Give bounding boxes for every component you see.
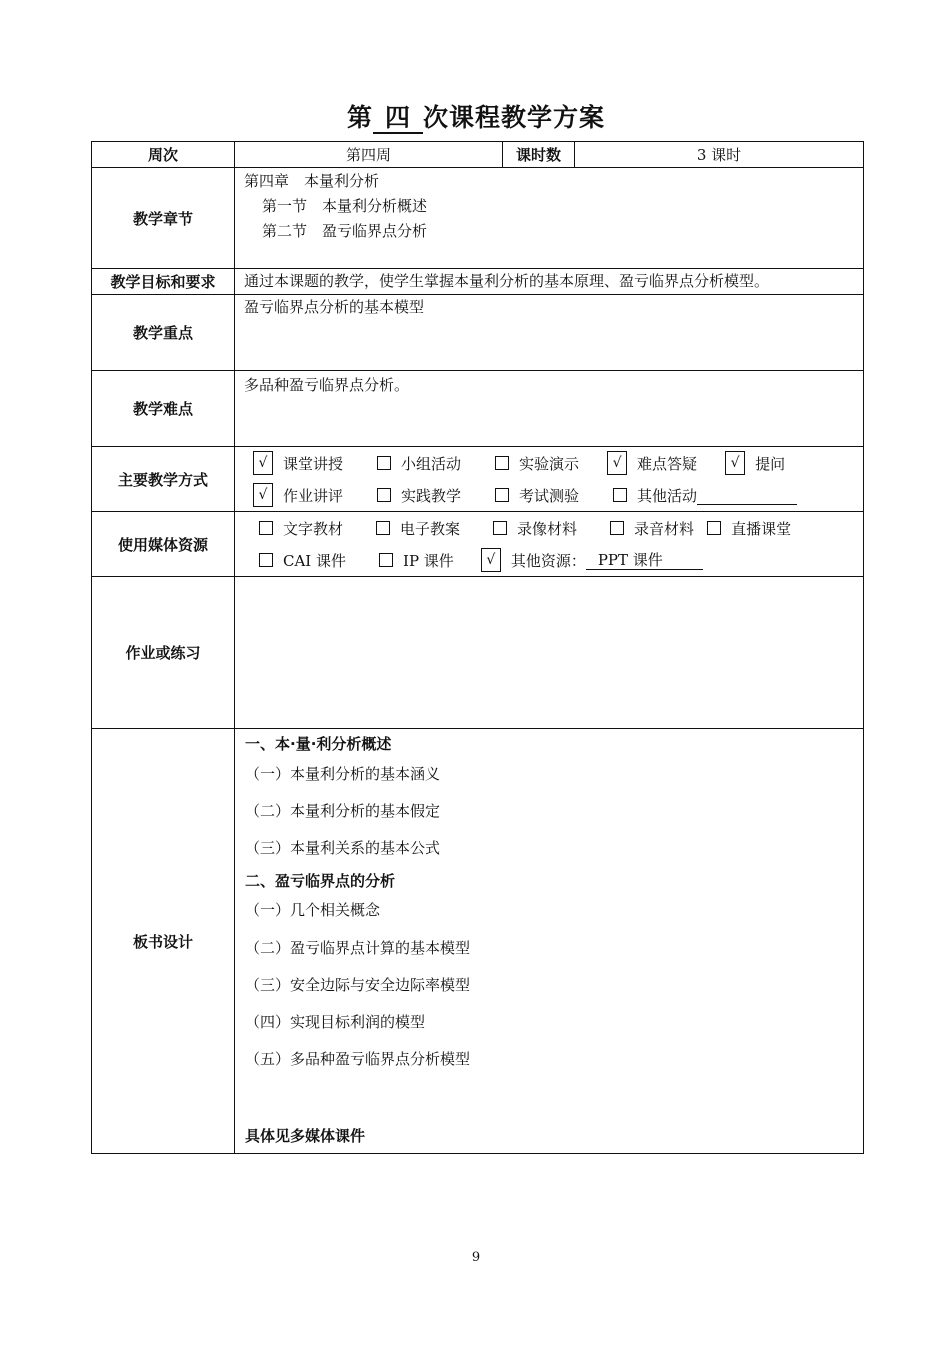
board-heading: 一、本·量·利分析概述 (245, 735, 392, 753)
week-label: 周次 (92, 142, 235, 168)
objectives-cell (235, 269, 864, 295)
option-item (259, 451, 343, 475)
option-item (259, 550, 346, 571)
checked-box-icon[interactable]: √ (253, 451, 273, 475)
empty-box-icon[interactable] (613, 488, 627, 502)
media-label: 使用媒体资源 (92, 512, 235, 577)
board-heading: 二、盈亏临界点的分析 (245, 872, 396, 890)
objectives-text: 通过本课题的教学，使学生掌握本量利分析的基本原理、盈亏临界点分析模型。 (244, 272, 770, 290)
difficulties-text: 多品种盈亏临界点分析。 (244, 376, 410, 394)
board-item: （二）本量利分析的基本假定 (245, 802, 441, 820)
key-points-cell (235, 295, 864, 371)
option-label: CAI 课件 (283, 551, 347, 570)
homework-cell (235, 577, 864, 729)
option-label: 实验演示 (519, 454, 580, 473)
option-label: 课堂讲授 (283, 454, 344, 473)
difficulties-label: 教学难点 (92, 371, 235, 447)
homework-label: 作业或练习 (92, 577, 235, 729)
hours-value: 3 课时 (575, 142, 864, 168)
option-item (487, 548, 703, 572)
option-label: 直播课堂 (731, 519, 792, 538)
option-label: IP 课件 (403, 551, 454, 570)
option-item (707, 518, 791, 539)
media-row (235, 544, 863, 576)
page-number: 9 (471, 1250, 481, 1265)
option-item (610, 518, 694, 539)
option-label: 考试测验 (519, 486, 580, 505)
empty-box-icon[interactable] (259, 553, 273, 567)
media-row (235, 512, 863, 544)
chapter-label: 教学章节 (92, 168, 235, 269)
methods-row (235, 479, 863, 511)
media-cell (235, 512, 864, 577)
title-suffix: 次课程教学方案 (423, 103, 606, 132)
option-label: 作业讲评 (283, 486, 344, 505)
option-label: 其他资源： (510, 551, 586, 570)
option-item (259, 518, 343, 539)
key-points-text: 盈亏临界点分析的基本模型 (244, 298, 425, 316)
page-title (0, 98, 952, 134)
methods-label: 主要教学方式 (92, 447, 235, 512)
checked-box-icon[interactable]: √ (253, 483, 273, 507)
option-label: 录像材料 (517, 519, 578, 538)
option-item (493, 518, 577, 539)
board-item: （一）本量利分析的基本涵义 (245, 765, 441, 783)
option-label: 难点答疑 (637, 454, 698, 473)
checked-box-icon[interactable]: √ (725, 451, 745, 475)
board-item: （一）几个相关概念 (245, 901, 381, 919)
option-item (495, 453, 579, 474)
option-item (731, 451, 785, 475)
methods-row (235, 447, 863, 479)
key-points-label: 教学重点 (92, 295, 235, 371)
objectives-label: 教学目标和要求 (92, 269, 235, 295)
option-label: 录音材料 (634, 519, 695, 538)
chapter-line: 第四章 本量利分析 (244, 172, 380, 190)
option-item (613, 451, 697, 475)
empty-box-icon[interactable] (707, 521, 721, 535)
empty-box-icon[interactable] (377, 488, 391, 502)
other-activity-blank[interactable] (697, 486, 797, 505)
section-line: 第二节 盈亏临界点分析 (262, 222, 428, 240)
board-item: （四）实现目标利润的模型 (245, 1013, 426, 1031)
checked-box-icon[interactable]: √ (607, 451, 627, 475)
option-item (613, 485, 797, 506)
option-label: 其他活动 (637, 486, 698, 505)
empty-box-icon[interactable] (377, 456, 391, 470)
empty-box-icon[interactable] (376, 521, 390, 535)
hours-label: 课时数 (503, 142, 575, 168)
option-label: 提问 (755, 454, 786, 473)
option-label: 小组活动 (401, 454, 462, 473)
empty-box-icon[interactable] (495, 488, 509, 502)
title-prefix: 第 (346, 103, 373, 132)
board-footer: 具体见多媒体课件 (245, 1127, 366, 1145)
other-resource-value: PPT 课件 (586, 551, 703, 570)
board-item: （三）本量利关系的基本公式 (245, 839, 441, 857)
difficulties-cell (235, 371, 864, 447)
section-line: 第一节 本量利分析概述 (262, 197, 428, 215)
option-label: 电子教案 (400, 519, 461, 538)
option-label: 文字教材 (283, 519, 344, 538)
empty-box-icon[interactable] (379, 553, 393, 567)
methods-cell (235, 447, 864, 512)
empty-box-icon[interactable] (493, 521, 507, 535)
board-cell (235, 729, 864, 1154)
option-item (377, 453, 461, 474)
chapter-cell (235, 168, 864, 269)
board-item: （三）安全边际与安全边际率模型 (245, 976, 471, 994)
option-item (259, 483, 343, 507)
lesson-plan-table (91, 141, 864, 1154)
board-item: （五）多品种盈亏临界点分析模型 (245, 1050, 471, 1068)
empty-box-icon[interactable] (259, 521, 273, 535)
board-item: （二）盈亏临界点计算的基本模型 (245, 939, 471, 957)
title-number: 四 (373, 104, 423, 134)
option-item (495, 485, 579, 506)
empty-box-icon[interactable] (610, 521, 624, 535)
option-label: 实践教学 (401, 486, 462, 505)
week-value: 第四周 (235, 142, 503, 168)
empty-box-icon[interactable] (495, 456, 509, 470)
board-label: 板书设计 (92, 729, 235, 1154)
option-item (376, 518, 460, 539)
option-item (379, 550, 454, 571)
option-item (377, 485, 461, 506)
checked-box-icon[interactable]: √ (481, 548, 501, 572)
